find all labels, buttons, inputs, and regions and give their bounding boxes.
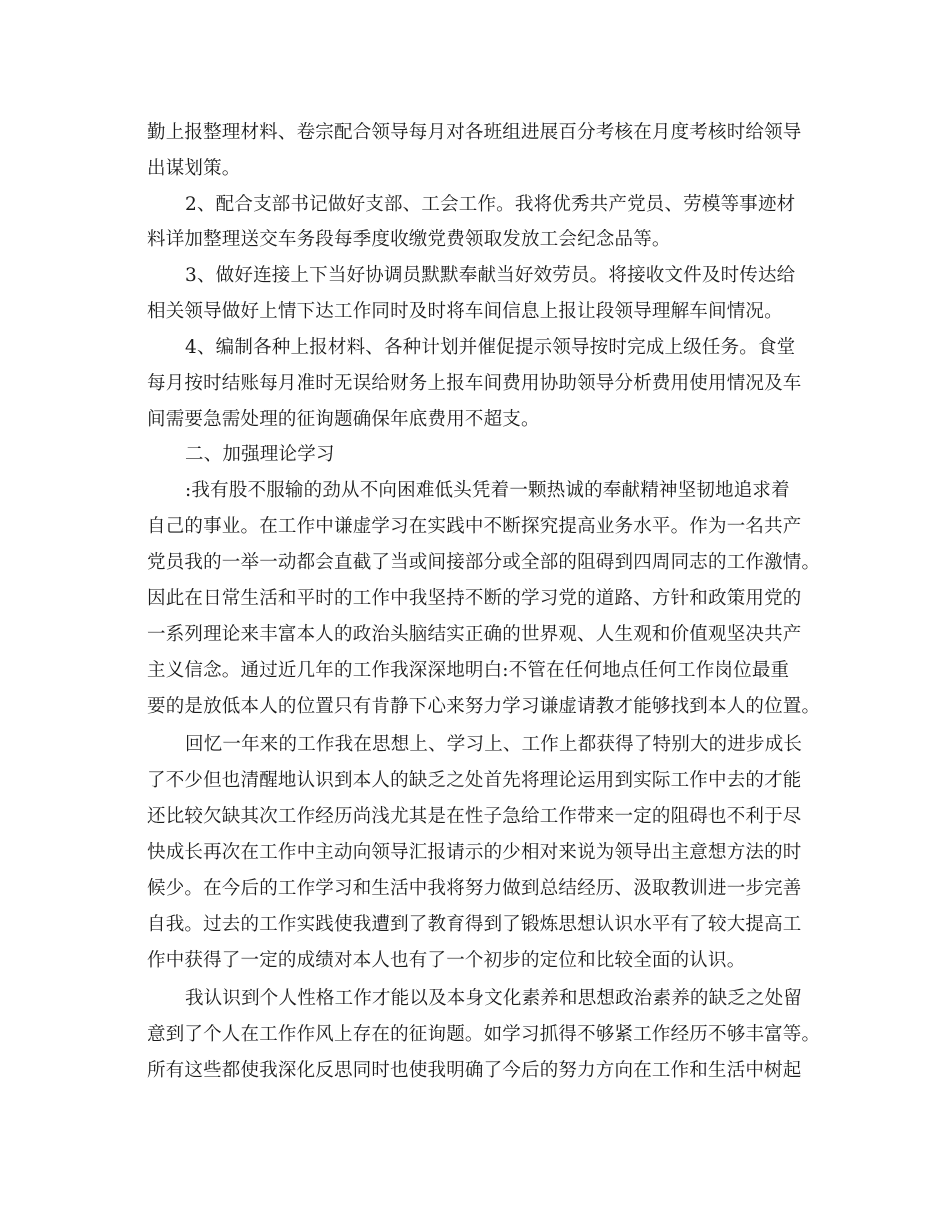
text-line: 主义信念。通过近几年的工作我深深地明白:不管在任何地点任何工作岗位最重	[147, 660, 790, 681]
text-line: 候少。在今后的工作学习和生活中我将努力做到总结经历、汲取教训进一步完善	[147, 878, 802, 899]
text-line: 我认识到个人性格工作才能以及本身文化素养和思想政治素养的缺乏之处留	[185, 988, 803, 1009]
text-line: 4、编制各种上报材料、各种计划并催促提示领导按时完成上级任务。食堂	[185, 337, 796, 358]
text-line: 相关领导做好上情下达工作同时及时将车间信息上报让段领导理解车间情况。	[147, 301, 783, 322]
text-line: 一系列理论来丰富本人的政治头脑结实正确的世界观、人生观和价值观坚决共产	[147, 624, 802, 645]
text-line: 了不少但也清醒地认识到本人的缺乏之处首先将理论运用到实际工作中去的才能	[147, 770, 802, 791]
text-line: 因此在日常生活和平时的工作中我坚持不断的学习党的道路、方针和政策用党的	[147, 588, 802, 609]
text-line: 料详加整理送交车务段每季度收缴党费领取发放工会纪念品等。	[147, 229, 671, 250]
text-line: 出谋划策。	[147, 158, 241, 179]
text-line: 2、配合支部书记做好支部、工会工作。我将优秀共产党员、劳模等事迹材	[185, 194, 796, 215]
text-line: 每月按时结账每月准时无误给财务上报车间费用协助领导分析费用使用情况及车	[147, 373, 802, 394]
text-line: 意到了个人在工作作风上存在的征询题。如学习抓得不够紧工作经历不够丰富等。	[147, 1024, 821, 1045]
text-line: 要的是放低本人的位置只有肯静下心来努力学习谦虚请教才能够找到本人的位置。	[147, 696, 821, 717]
text-line: 所有这些都使我深化反思同时也使我明确了今后的努力方向在工作和生活中树起	[147, 1060, 802, 1081]
text-line: 间需要急需处理的征询题确保年底费用不超支。	[147, 409, 540, 430]
text-line: 还比较欠缺其次工作经历尚浅尤其是在性子急给工作带来一定的阻碍也不利于尽	[147, 806, 802, 827]
text-line: 作中获得了一定的成绩对本人也有了一个初步的定位和比较全面的认识。	[147, 950, 746, 971]
text-line: 3、做好连接上下当好协调员默默奉献当好效劳员。将接收文件及时传达给	[185, 265, 796, 286]
text-line: 勤上报整理材料、卷宗配合领导每月对各班组进展百分考核在月度考核时给领导	[147, 122, 802, 143]
text-line: :我有股不服输的劲从不向困难低头凭着一颗热诚的奉献精神坚韧地追求着	[185, 480, 790, 501]
text-line: 自己的事业。在工作中谦虚学习在实践中不断探究提高业务水平。作为一名共产	[147, 516, 802, 537]
text-line: 回忆一年来的工作我在思想上、学习上、工作上都获得了特别大的进步成长	[185, 734, 803, 755]
section-heading: 二、加强理论学习	[185, 444, 335, 465]
text-line: 快成长再次在工作中主动向领导汇报请示的少相对来说为领导出主意想方法的时	[147, 842, 802, 863]
text-line: 党员我的一举一动都会直截了当或间接部分或全部的阻碍到四周同志的工作激情。	[147, 552, 821, 573]
text-line: 自我。过去的工作实践使我遭到了教育得到了锻炼思想认识水平有了较大提高工	[147, 914, 802, 935]
